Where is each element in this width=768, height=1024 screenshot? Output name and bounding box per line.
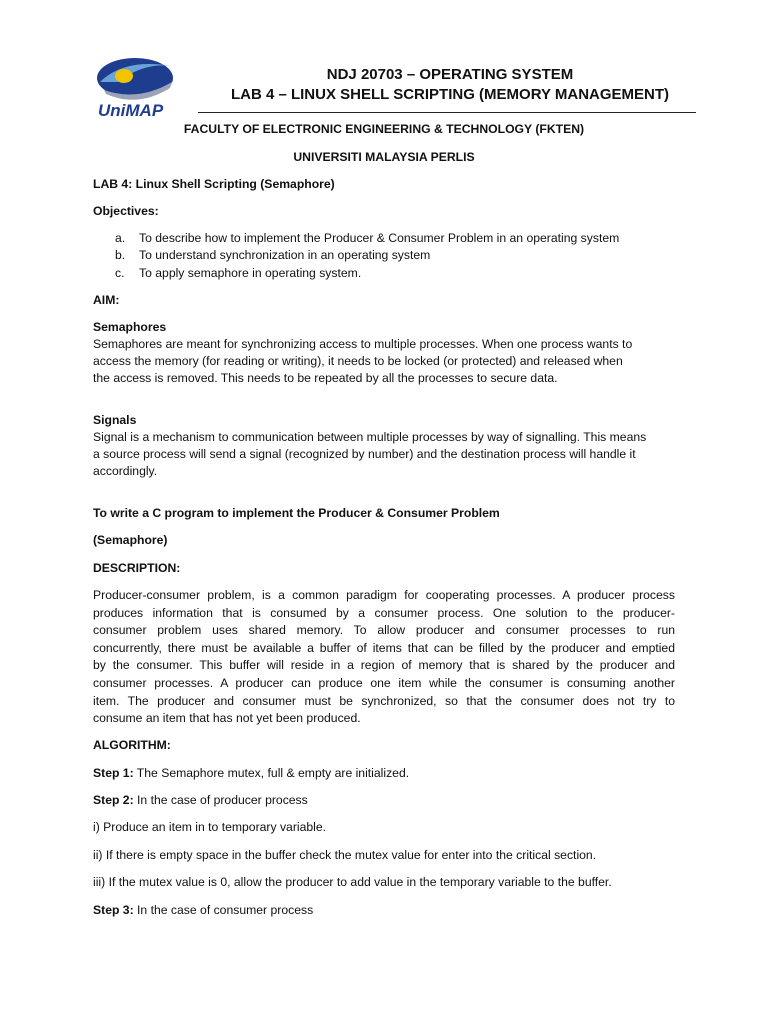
paragraph-line: the access is removed. This needs to be repeated by all the processes to secure data. bbox=[93, 371, 558, 385]
step-label: Step 3: bbox=[93, 903, 134, 917]
paragraph-line: consumer problem uses shared memory. To allow producer and consumer processes to run bbox=[93, 623, 675, 638]
step-label: Step 1: bbox=[93, 766, 134, 780]
algorithm-substep: iii) If the mutex value is 0, allow the producer to add value in the temporary variable to the buffer. bbox=[93, 875, 612, 889]
objective-marker: a. bbox=[115, 231, 126, 245]
algorithm-heading: ALGORITHM: bbox=[93, 738, 171, 752]
objective-item bbox=[115, 231, 619, 245]
header-divider bbox=[198, 112, 696, 113]
lab-heading: LAB 4: Linux Shell Scripting (Semaphore) bbox=[93, 177, 335, 191]
objective-item bbox=[115, 248, 430, 262]
paragraph-line: produces information that is consumed by a consumer process. One solution to the producer- bbox=[93, 605, 675, 620]
paragraph-line: Producer-consumer problem, is a common paradigm for cooperating processes. A producer process bbox=[93, 588, 675, 602]
paragraph-line: by the consumer. This buffer will reside in a region of memory that is shared by the producer and bbox=[93, 658, 675, 673]
lab-title: LAB 4 – LINUX SHELL SCRIPTING (MEMORY MANAGEMENT) bbox=[230, 86, 670, 103]
objective-text: To apply semaphore in operating system. bbox=[139, 266, 362, 280]
algorithm-step bbox=[93, 793, 308, 807]
logo-sun bbox=[115, 69, 133, 83]
paragraph-line: consumer processes. A producer can produce one item while the consumer is consuming another bbox=[93, 675, 675, 690]
university-name: UNIVERSITI MALAYSIA PERLIS bbox=[293, 150, 475, 164]
program-heading: To write a C program to implement the Producer & Consumer Problem bbox=[93, 506, 500, 520]
logo-text: UniMAP bbox=[98, 101, 164, 120]
paragraph-line: access the memory (for reading or writing), it needs to be locked (or protected) and released when bbox=[93, 354, 623, 368]
step-label: Step 2: bbox=[93, 793, 134, 807]
step-text: In the case of consumer process bbox=[133, 903, 314, 917]
step-text: The Semaphore mutex, full & empty are initialized. bbox=[133, 766, 410, 780]
algorithm-substep: ii) If there is empty space in the buffer check the mutex value for enter into the critical section. bbox=[93, 848, 597, 862]
objective-item bbox=[115, 266, 361, 280]
objective-marker: b. bbox=[115, 248, 126, 262]
objectives-heading: Objectives: bbox=[93, 204, 159, 218]
paragraph-line: Semaphores are meant for synchronizing access to multiple processes. When one process wants to bbox=[93, 337, 633, 351]
paragraph-line: item. The producer and consumer must be synchronized, so that the consumer does not try to bbox=[93, 693, 675, 708]
algorithm-step bbox=[93, 903, 313, 917]
objective-marker: c. bbox=[115, 266, 125, 280]
semaphores-heading: Semaphores bbox=[93, 320, 167, 334]
signals-paragraph bbox=[93, 429, 675, 480]
description-heading: DESCRIPTION: bbox=[93, 561, 181, 575]
semaphores-paragraph bbox=[93, 336, 675, 387]
paragraph-line: accordingly. bbox=[93, 464, 158, 478]
paragraph-line: concurrently, there must be available a buffer of items that can be filled by the producer and emptied bbox=[93, 640, 675, 655]
program-subheading: (Semaphore) bbox=[93, 533, 168, 547]
signals-heading: Signals bbox=[93, 413, 137, 427]
aim-heading: AIM: bbox=[93, 293, 120, 307]
paragraph-line: a source process will send a signal (recognized by number) and the destination process will handle it bbox=[93, 447, 636, 461]
algorithm-step bbox=[93, 766, 409, 780]
objective-text: To understand synchronization in an operating system bbox=[139, 248, 431, 262]
algorithm-substep: i) Produce an item in to temporary variable. bbox=[93, 820, 327, 834]
faculty-name: FACULTY OF ELECTRONIC ENGINEERING & TECHNOLOGY (FKTEN) bbox=[183, 122, 585, 136]
paragraph-line: consume an item that has not yet been produced. bbox=[93, 711, 361, 726]
description-paragraph bbox=[93, 587, 675, 728]
course-title: NDJ 20703 – OPERATING SYSTEM bbox=[326, 66, 574, 83]
step-text: In the case of producer process bbox=[133, 793, 308, 807]
university-logo bbox=[94, 52, 176, 120]
objective-text: To describe how to implement the Producer & Consumer Problem in an operating system bbox=[139, 231, 620, 245]
paragraph-line: Signal is a mechanism to communication between multiple processes by way of signalling. This means bbox=[93, 430, 647, 444]
